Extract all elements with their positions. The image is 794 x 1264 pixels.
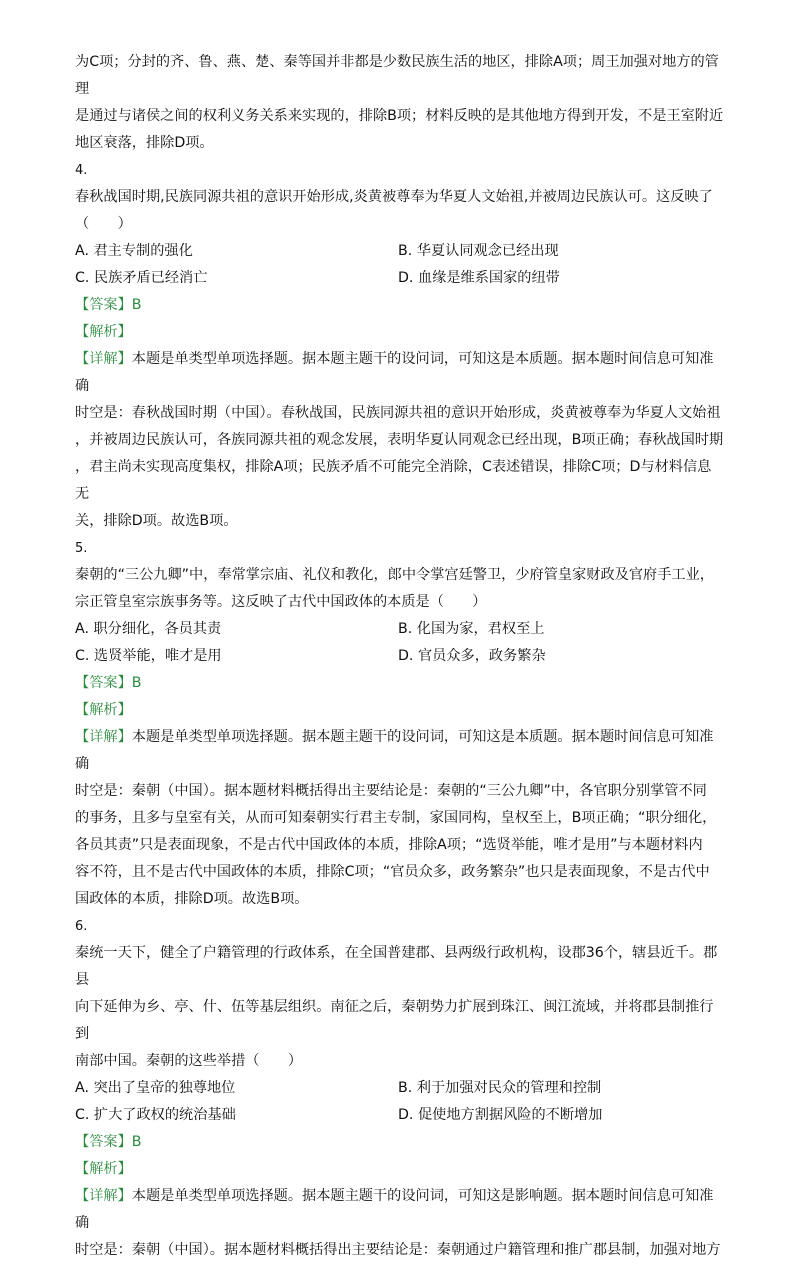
analysis-label: 【解析】 [75,1161,132,1177]
option-c: C. 选贤举能，唯才是用 [75,648,222,664]
answer-line: 【答案】B [75,297,142,313]
option-a: A. 君主专制的强化 [75,243,193,259]
options-list [75,616,725,670]
question-number: 6. [75,919,88,934]
option-d: D. 促使地方割据风险的不断增加 [398,1107,603,1123]
option-c: C. 民族矛盾已经消亡 [75,270,208,286]
detail-tag: 【详解】 [75,1188,132,1204]
option-a: A. 职分细化，各员其责 [75,621,222,637]
detail-line: 时空是：春秋战国时期（中国）。春秋战国，民族同源共祖的意识开始形成，炎黄被尊奉为华夏人文始祖 [75,405,721,421]
detail-line: 国政体的本质，排除D项。故选B项。 [75,891,309,907]
question-stem-line: 春秋战国时期,民族同源共祖的意识开始形成,炎黄被尊奉为华夏人文始祖,并被周边民族认可。这反映了 [75,189,713,205]
question-stem-line: （ ） [75,216,132,232]
option-d: D. 官员众多，政务繁杂 [398,648,546,664]
question-5 [75,535,725,913]
option-a: A. 突出了皇帝的独尊地位 [75,1080,236,1096]
detail-text: 本题是单类型单项选择题。据本题主题干的设问词，可知这是本质题。据本题时间信息可知准确 [75,351,714,394]
question-stem-line: 宗正管皇室宗族事务等。这反映了古代中国政体的本质是（ ） [75,594,487,610]
detail-line [75,1183,725,1237]
analysis-label: 【解析】 [75,702,132,718]
intro-line: 是通过与诸侯之间的权利义务关系来实现的，排除B项；材料反映的是其他地方得到开发，不是王室附近 [75,108,724,124]
detail-line: 时空是：秦朝（中国）。据本题材料概括得出主要结论是：秦朝通过户籍管理和推广郡县制，加强对地方 [75,1242,721,1258]
detail-line [75,724,725,778]
detail-line: 各员其责”只是表面现象，不是古代中国政体的本质，排除A项；“选贤举能，唯才是用”与本题材料内 [75,837,703,853]
detail-text: 本题是单类型单项选择题。据本题主题干的设问词，可知这是影响题。据本题时间信息可知准确 [75,1188,714,1231]
detail-line: 时空是：秦朝（中国）。据本题材料概括得出主要结论是：秦朝的“三公九卿”中，各官职分别掌管不同 [75,783,707,799]
question-stem-line: 南部中国。秦朝的这些举措（ ） [75,1053,303,1069]
option-d: D. 血缘是维系国家的纽带 [398,270,560,286]
option-b: B. 利于加强对民众的管理和控制 [398,1080,602,1096]
detail-tag: 【详解】 [75,351,132,367]
detail-line: ，君主尚未实现高度集权，排除A项；民族矛盾不可能完全消除，C表述错误，排除C项；D与材料信息无 [75,459,712,502]
detail-line: 容不符，且不是古代中国政体的本质，排除C项；“官员众多，政务繁杂”也只是表面现象，不是古代中 [75,864,710,880]
question-stem-line: 向下延伸为乡、亭、什、伍等基层组织。南征之后，秦朝势力扩展到珠江、闽江流域，并将郡县制推行到 [75,999,714,1042]
analysis-label: 【解析】 [75,324,132,340]
options-list [75,238,725,292]
answer-line: 【答案】B [75,1134,142,1150]
intro-paragraph [75,49,725,157]
intro-line: 地区衰落，排除D项。 [75,135,214,151]
intro-line: 为C项；分封的齐、鲁、燕、楚、秦等国并非都是少数民族生活的地区，排除A项；周王加强对地方的管理 [75,54,719,97]
detail-line: ，并被周边民族认可，各族同源共祖的观念发展，表明华夏认同观念已经出现，B项正确；春秋战国时期 [75,432,724,448]
answer-line: 【答案】B [75,675,142,691]
question-stem-line: 秦朝的“三公九卿”中，奉常掌宗庙、礼仪和教化，郎中令掌宫廷警卫，少府管皇家财政及官府手工业， [75,567,714,583]
detail-line [75,346,725,400]
question-4 [75,157,725,535]
question-6 [75,913,725,1264]
detail-line: 关，排除D项。故选B项。 [75,513,238,529]
option-b: B. 化国为家，君权至上 [398,621,545,637]
option-b: B. 华夏认同观念已经出现 [398,243,559,259]
page-content [75,49,725,1264]
detail-line: 的事务，且多与皇室有关，从而可知秦朝实行君主专制，家国同构，皇权至上，B项正确；“职分细化， [75,810,717,826]
question-number: 4. [75,163,88,178]
options-list [75,1075,725,1129]
detail-tag: 【详解】 [75,729,132,745]
question-stem-line: 秦统一天下，健全了户籍管理的行政体系，在全国普建郡、县两级行政机构，设郡36个，辖县近千。郡县 [75,945,718,988]
question-number: 5. [75,541,88,556]
detail-text: 本题是单类型单项选择题。据本题主题干的设问词，可知这是本质题。据本题时间信息可知准确 [75,729,714,772]
option-c: C. 扩大了政权的统治基础 [75,1107,236,1123]
